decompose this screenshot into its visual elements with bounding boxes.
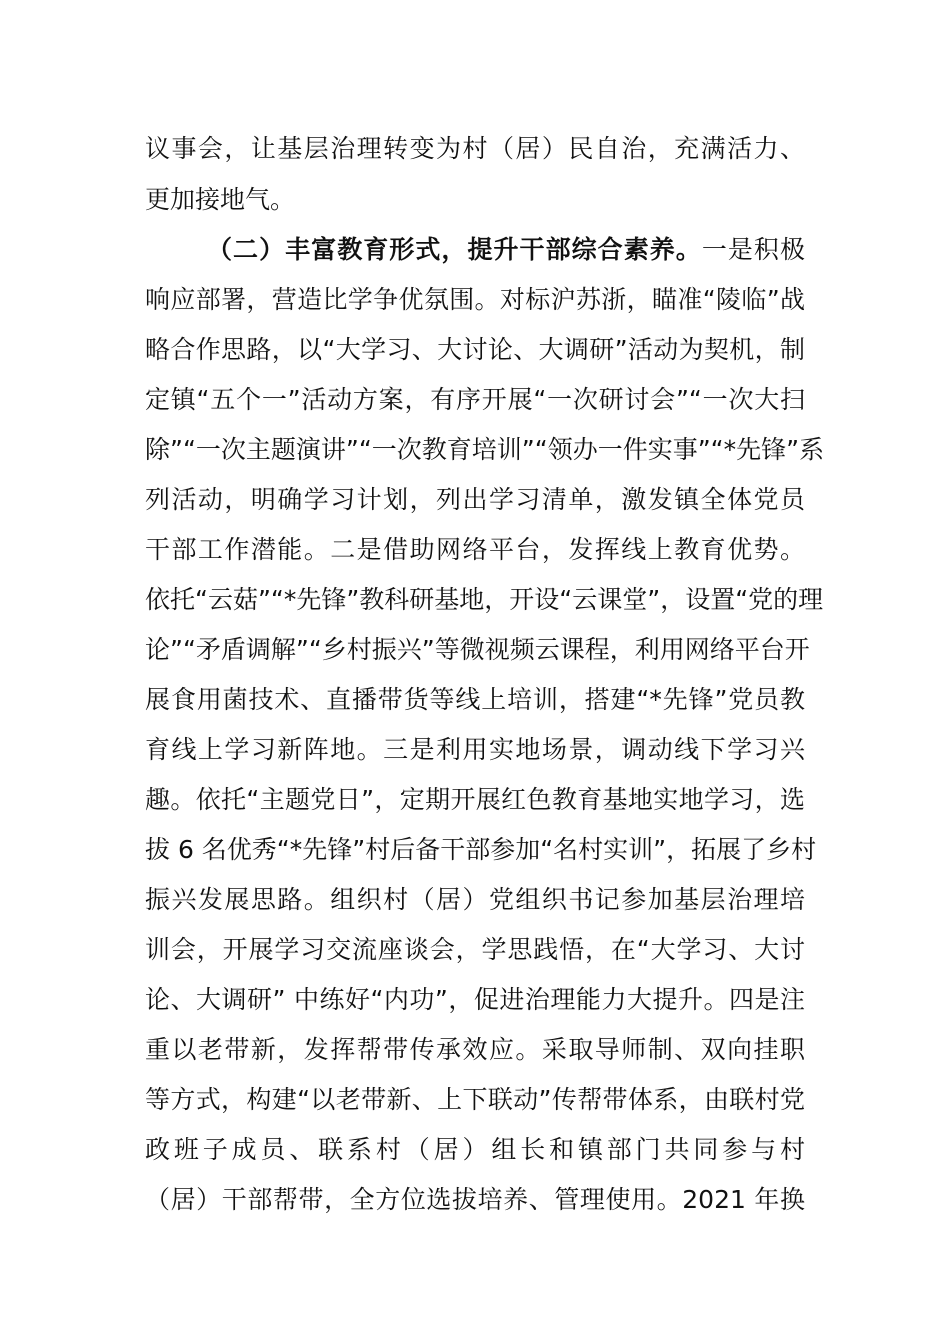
body-line: 干部工作潜能。二是借助网络平台，发挥线上教育优势。	[145, 535, 805, 564]
body-line: （居）干部帮带，全方位选拔培养、管理使用。2021 年换	[145, 1185, 805, 1214]
body-line: 趣。依托“主题党日”，定期开展红色教育基地实地学习，选	[145, 785, 805, 814]
body-line: 略合作思路，以“大学习、大讨论、大调研”活动为契机，制	[145, 335, 805, 364]
section-heading-line	[207, 230, 805, 270]
body-line: 列活动，明确学习计划，列出学习清单，激发镇全体党员	[145, 485, 805, 514]
body-line: 等方式，构建“以老带新、上下联动”传帮带体系，由联村党	[145, 1085, 805, 1114]
body-line: 政班子成员、联系村（居）组长和镇部门共同参与村	[145, 1135, 805, 1164]
body-line: 训会，开展学习交流座谈会，学思践悟，在“大学习、大讨	[145, 935, 805, 964]
body-line: 依托“云菇”“*先锋”教科研基地，开设“云课堂”，设置“党的理	[145, 585, 824, 614]
body-line: 响应部署，营造比学争优氛围。对标沪苏浙，瞄准“陵临”战	[145, 285, 805, 314]
body-line: 拔 6 名优秀“*先锋”村后备干部参加“名村实训”，拓展了乡村	[145, 835, 817, 864]
body-line: 展食用菌技术、直播带货等线上培训，搭建“*先锋”党员教	[145, 685, 805, 714]
body-line: 论、大调研” 中练好“内功”，促进治理能力大提升。四是注	[145, 985, 805, 1014]
section-heading-rest: 一是积极	[701, 235, 805, 264]
body-line: 除”“一次主题演讲”“一次教育培训”“领办一件实事”“*先锋”系	[145, 435, 825, 464]
body-line: 定镇“五个一”活动方案，有序开展“一次研讨会”“一次大扫	[145, 385, 805, 414]
body-line: 论”“矛盾调解”“乡村振兴”等微视频云课程，利用网络平台开	[145, 635, 810, 664]
body-line: 更加接地气。	[145, 185, 296, 214]
body-line: 重以老带新，发挥帮带传承效应。采取导师制、双向挂职	[145, 1035, 805, 1064]
body-line: 议事会，让基层治理转变为村（居）民自治，充满活力、	[145, 134, 805, 163]
body-line: 育线上学习新阵地。三是利用实地场景，调动线下学习兴	[145, 735, 805, 764]
section-heading: （二）丰富教育形式，提升干部综合素养。	[207, 235, 702, 264]
body-line: 振兴发展思路。组织村（居）党组织书记参加基层治理培	[145, 885, 805, 914]
